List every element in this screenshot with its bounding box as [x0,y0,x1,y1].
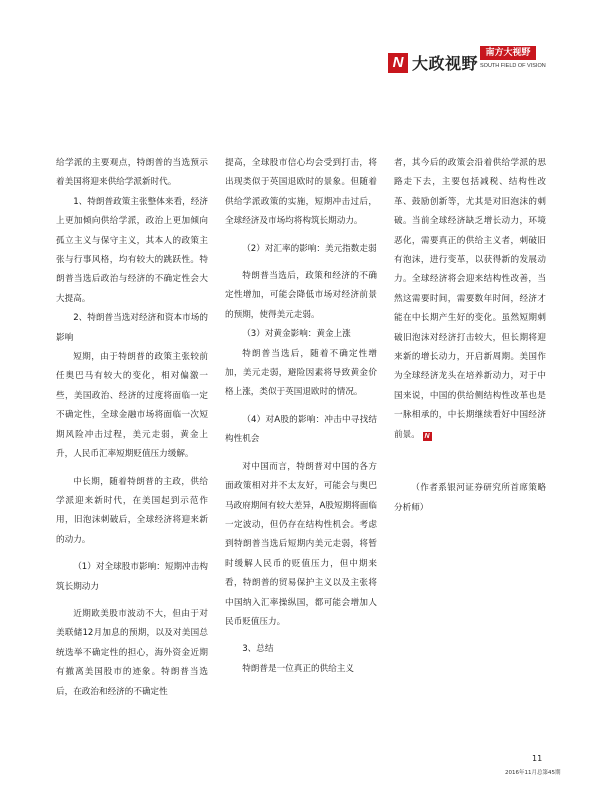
article-column-1 [56,154,208,702]
paragraph: 短期，由于特朗普的政策主张较前任奥巴马有较大的变化，相对偏激一些，美国政治、经济的过度将面临一定不确定性，全球金融市场将面临一次短期风险冲击过程，美元走弱，黄金上升，人民币汇率短期贬值压力缓解。 [56,352,208,460]
brand-subtitle: SOUTH FIELD OF VISION [480,63,546,69]
paragraph: 特朗普当选后，随着不确定性增加，美元走弱，避险因素将导致黄金价格上涨，类似于英国退欧时的情况。 [225,348,377,398]
paragraph: 近期欧美股市波动不大，但由于对美联储12月加息的预期，以及对美国总统选举不确定性的担心，海外资金近期有撤离美国股市的迹象。特朗普当选后，在政治和经济的不确定性 [56,608,208,697]
subsection-heading: （2）对汇率的影响：美元指数走弱 [242,243,377,254]
page-number: 11 [532,754,543,763]
brand-logo-icon: N [388,53,408,73]
subsection-heading: （1）对全球股市影响：短期冲击构筑长期动力 [56,562,208,592]
article-column-2 [225,154,377,679]
paragraph: 对中国而言，特朗普对中国的各方面政策相对并不太友好，可能会与奥巴马政府期间有较大差异，A股短期将面临一定波动，但仍存在结构性机会。考虑到特朗普当选后短期内美元走弱，将暂时缓解人民币的贬值压力，但中期来看，特朗普的贸易保护主义以及主张将中国纳入汇率操纵国，都可能会增加人民币贬值压力。 [225,461,377,627]
subsection-heading: （4）对A股的影响：冲击中寻找结构性机会 [225,414,377,445]
paragraph: 者，其今后的政策会沿着供给学派的思路走下去，主要包括减税、结构性改革、鼓励创新等，尤其是对旧泡沫的刺破。当前全球经济缺乏增长动力，环境恶化，需要真正的供给主义者，刺破旧有泡沫，进行变革，以获得新的发展动力。全球经济将会迎来结构性改善，当然这需要时间，需要数年时间，经济才能在中长期产生好的变化。虽然短期刺破旧泡沫对经济打击较大，但长期将迎来新的增长动力，开启新周期。美国作为全球经济龙头在培养新动力，对于中国来说，中国的供给侧结构性改革也是一脉相承的，中长期继续看好中国经济前景。 N [394,158,546,440]
author-note: （作者系银河证券研究所首席策略分析师） [394,483,546,513]
paragraph: 特朗普是一位真正的供给主义 [242,663,354,674]
paragraph: 1、特朗普政策主张整体来看，经济上更加倾向供给学派，政治上更加倾向孤立主义与保守主义，其本人的政策主张与行事风格，均有较大的跳跃性。特朗普当选后政治与经济的不确定性会大大提高。 [56,196,208,304]
paragraph: 中长期，随着特朗普的主政，供给学派迎来新时代，在美国起到示范作用，旧泡沫刺破后，全球经济将迎来新的动力。 [56,476,208,545]
section-heading: 2、特朗普当选对经济和资本市场的影响 [56,313,208,343]
issue-info: 2016年11月总第45期 [505,770,561,776]
end-mark-icon: N [424,432,430,440]
paragraph: 特朗普当选后，政策和经济的不确定性增加，可能会降低市场对经济前景的预期，使得美元走弱。 [225,271,377,320]
section-heading: 3、总结 [242,644,274,655]
masthead [388,46,548,78]
article-column-3 [394,154,546,518]
paragraph: 提高，全球股市信心均会受到打击，将出现类似于英国退欧时的景象。但随着供给学派政策的实施，短期冲击过后，全球经济及市场均将构筑长期动力。 [225,158,377,227]
subsection-heading: （3）对黄金影响：黄金上涨 [242,329,351,340]
paragraph: 给学派的主要观点，特朗普的当选预示着美国将迎来供给学派新时代。 [56,158,208,188]
brand-title: 大政视野 [412,54,479,73]
brand-tag: 南方大视野 [480,46,536,60]
